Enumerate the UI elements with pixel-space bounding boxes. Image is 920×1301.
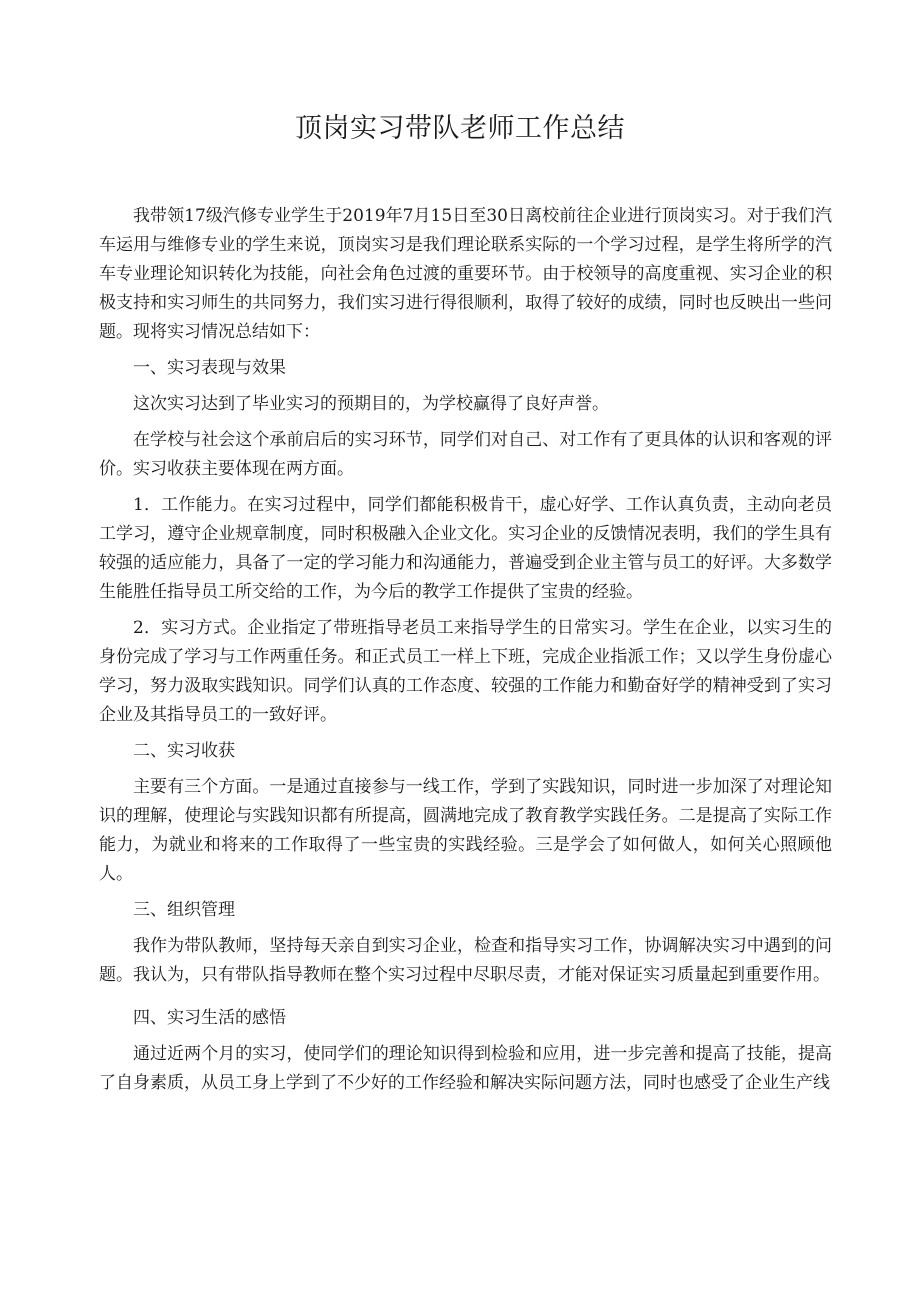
page-title: 顶岗实习带队老师工作总结 xyxy=(295,113,625,144)
section-heading-performance: 一、实习表现与效果 xyxy=(133,358,286,378)
section-heading-management: 三、组织管理 xyxy=(133,900,235,920)
section-heading-reflections: 四、实习生活的感悟 xyxy=(133,1008,286,1028)
body-paragraph-work-ability: 1．工作能力。在实习过程中，同学们都能积极肯干，虚心好学、工作认真负责，主动向老员工学习，遵守企业规章制度，同时积极融入企业文化。实习企业的反馈情况表明，我们的学生具有较强的适应能力，具备了一定的学习能力和沟通能力，普遍受到企业主管与员工的好评。大多数学生能胜任指导员工所交给的工作，为今后的教学工作提供了宝贵的经验。 xyxy=(99,495,832,602)
document-body xyxy=(99,202,832,1105)
body-paragraph: 这次实习达到了毕业实习的预期目的，为学校赢得了良好声誉。 xyxy=(133,394,609,414)
body-paragraph: 我作为带队教师，坚持每天亲自到实习企业，检查和指导实习工作，协调解决实习中遇到的问题。我认为，只有带队指导教师在整个实习过程中尽职尽责，才能对保证实习质量起到重要作用。 xyxy=(99,936,832,985)
body-paragraph: 在学校与社会这个承前启后的实习环节，同学们对自己、对工作有了更具体的认识和客观的评价。实习收获主要体现在两方面。 xyxy=(99,430,832,479)
body-paragraph-internship-mode: 2．实习方式。企业指定了带班指导老员工来指导学生的日常实习。学生在企业，以实习生的身份完成了学习与工作两重任务。和正式员工一样上下班，完成企业指派工作；又以学生身份虚心学习，努力汲取实践知识。同学们认真的工作态度、较强的工作能力和勤奋好学的精神受到了实习企业及其指导员工的一致好评。 xyxy=(99,618,832,725)
body-paragraph: 主要有三个方面。一是通过直接参与一线工作，学到了实践知识，同时进一步加深了对理论知识的理解，使理论与实践知识都有所提高，圆满地完成了教育教学实践任务。二是提高了实际工作能力，为就业和将来的工作取得了一些宝贵的实践经验。三是学会了如何做人，如何关心照顾他人。 xyxy=(99,777,832,884)
intro-paragraph: 我带领17级汽修专业学生于2019年7月15日至30日离校前往企业进行顶岗实习。对于我们汽车运用与维修专业的学生来说，顶岗实习是我们理论联系实际的一个学习过程，是学生将所学的汽车专业理论知识转化为技能，向社会角色过渡的重要环节。由于校领导的高度重视、实习企业的积极支持和实习师生的共同努力，我们实习进行得很顺利，取得了较好的成绩，同时也反映出一些问题。现将实习情况总结如下： xyxy=(99,206,832,342)
section-heading-gains: 二、实习收获 xyxy=(133,741,235,761)
body-paragraph: 通过近两个月的实习，使同学们的理论知识得到检验和应用，进一步完善和提高了技能，提高了自身素质，从员工身上学到了不少好的工作经验和解决实际问题方法，同时也感受了企业生产线 xyxy=(99,1044,832,1093)
